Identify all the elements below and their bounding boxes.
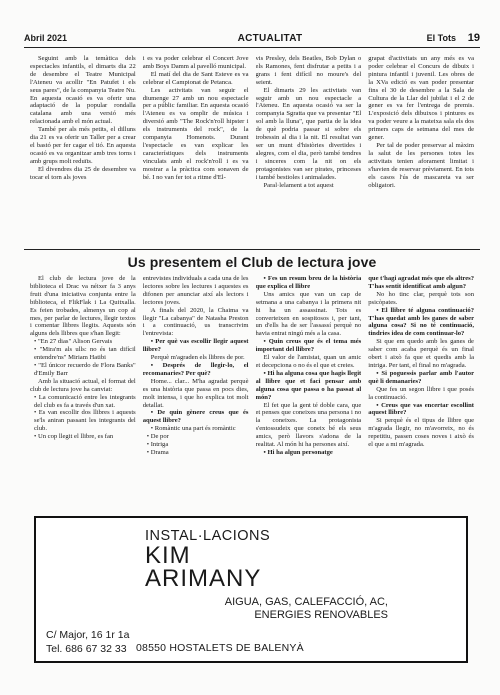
ad-services-line: ENERGIES RENOVABLES — [254, 609, 388, 621]
paragraph: Per tal de poder preservar al màxim la salut de les persones totes les activitats tenien aforament limitat i s'havien de reservar prèviament. En tots els casos l'ús de mascareta va ser obligatori. — [368, 141, 474, 189]
section-divider — [24, 249, 480, 250]
list-item: • La comunicació entre les integrants del club es fa a través d'un xat. — [34, 393, 136, 409]
advertisement-box — [34, 516, 468, 663]
interview-answer: Home... clar... M'ha agradat perquè es una història que passa en pocs dies, molt intensa, i que ho explica tot molt detallat. — [142, 377, 249, 409]
bottom-column-3 — [256, 275, 362, 509]
interview-answer: Que fes un segon llibre i que posés la continuació. — [368, 385, 474, 401]
page-header — [24, 31, 480, 45]
page-number: 19 — [467, 32, 480, 44]
bottom-article — [30, 275, 474, 509]
paragraph: i es va poder celebrar el Concert Jove amb Boys Damm al pavelló municipal. — [142, 55, 249, 70]
interview-question: • Després de llegir-lo, el recomanaries? Per què? — [142, 361, 249, 377]
interview-answer: Si perquè és el tipus de llibre que m'agrada llegir, no m'avorreix, no és repetitiu, passen coses noves i això és el que a mi m'agrada. — [368, 417, 474, 449]
interview-question: • Hi ha algun personatge — [263, 448, 333, 456]
interview-answer: El valor de l'amistat, quan un amic et decepciona o no és el que et creies. — [255, 354, 362, 369]
paragraph: Seguint amb la temàtica dels espectacles infantils, el dimarts dia 22 de desembre el Teatre Municipal l'Ateneu va acollir "En Patufet i els seus pares", de la companyia Teatre Nu. En aquesta ocasió es va oferir una adaptació de la popular rondalla catalana amb una versió més relacionada amb el món actual. — [30, 55, 136, 126]
list-item: • Es van escollir dos llibres i aquests se'ls aniran passant les integrants del club. — [34, 409, 136, 433]
interview-answer: Uns amics que van un cap de setmana a una cabanya i la primera nit hi ha un assassinat. Tots es converteixen en sospitosos i, per tant, un d'ells ha de ser l'assassí perquè no havia entrat ningú més a la casa. — [255, 290, 362, 338]
ad-phone: Tel. 686 67 32 33 — [46, 643, 127, 655]
ad-address: C/ Major, 16 1r 1a — [46, 629, 130, 641]
ad-company-type: INSTAL·LACIONS — [145, 528, 271, 544]
list-item: • "Mira'm als ulls: no és tan difícil entendre'ns" Miriam Hatibi — [34, 346, 136, 362]
top-column-3 — [256, 55, 362, 245]
interview-question: • Fes un resum breu de la història que explica el llibre — [255, 275, 362, 290]
bottom-column-2 — [143, 275, 249, 509]
top-column-1 — [30, 55, 136, 245]
interview-question: • El llibre té alguna continuació? T'has quedat amb les ganes de saber alguna cosa? Si no té continuació, tindries idea de com continuar-lo? — [368, 306, 474, 338]
ad-services — [36, 596, 466, 622]
top-article — [30, 55, 474, 245]
paragraph: vis Presley, dels Beatles, Bob Dylan o els Ramones, fent disfrutar a petits i a grans i fent difícil no moure's del seient. — [255, 55, 362, 86]
list-item: • Drama — [146, 448, 169, 456]
paragraph: El divendres dia 25 de desembre va tocar el torn als joves — [30, 165, 136, 181]
ad-name-line: ARIMANY — [145, 565, 262, 592]
list-item: • Un cop llegit el llibre, es fan — [34, 433, 114, 441]
paragraph: El matí del dia de Sant Esteve es va celebrar el Campionat de Petanca. — [142, 70, 249, 86]
top-column-4 — [368, 55, 474, 245]
paragraph: A finals del 2020, la Chaima va llegir "La cabanya" de Natasha Preston i a continuació, us transcrivim l'entrevista: — [142, 306, 249, 338]
paragraph: Amb la situació actual, el format del club de lectura jove ha canviat: — [30, 377, 136, 393]
ad-town: 08550 HOSTALETS DE BALENYÀ — [136, 642, 304, 654]
magazine-name: El Tots — [426, 33, 456, 43]
paragraph: entrevistes individuals a cada una de les lectores sobre les lectures i aquestes es difonen per anunciar així als lectors i lectores joves. — [142, 275, 249, 306]
interview-answer: Perquè m'agraden els llibres de por. — [150, 354, 245, 362]
genre-list — [143, 433, 249, 457]
interview-question: • Hi ha alguna cosa que hagis llegit al llibre que et faci pensar amb alguna cosa que passa o ha passat al món? — [255, 369, 362, 401]
interview-question: • Per què vas escollir llegir aquest llibre? — [142, 338, 249, 354]
paragraph: Paral·lelament a tot aquest — [263, 181, 334, 189]
section-title: ACTUALITAT — [237, 32, 303, 44]
ad-company-name — [145, 544, 261, 590]
ad-name-line: KIM — [145, 542, 191, 569]
interview-question: • Creus que vas encertar escollint aquest llibre? — [368, 401, 474, 417]
format-list — [30, 394, 136, 441]
ad-services-line: AIGUA, GAS, CALEFACCIÓ, AC, — [224, 596, 388, 608]
issue-date: Abril 2021 — [24, 33, 68, 43]
header-rule — [24, 47, 480, 48]
interview-answer: El fet que la gent té doble cara, que et penses que coneixes una persona i no la coneixes. La protagonista s'entossudeix que coneix bé els seus amics, però llavors s'adona de la realitat. Al món hi ha persones així. — [255, 401, 362, 449]
interview-question: • Si poguessis parlar amb l'autor què li demanaries? — [368, 369, 474, 385]
interview-answer: No ho tinc clar, perquè tots son psicòpates. — [368, 290, 474, 306]
paragraph: Les activitats van seguir el diumenge 27 amb un nou espectacle per a públic familiar. En aquesta ocasió l'Ateneu es va omplir de música i diversió amb "The Rock'n'roll hipster i els instruments del rock", de la companyia Homenots. Durant l'espectacle es van explicar les característiques dels instruments vinculats amb el rock'n'roll i es va mostrar a la pràctica com sonaven de bé. I no van fer tot a ritme d'El- — [142, 86, 249, 181]
paragraph: També per als més petits, el dilluns dia 21 es va oferir un Taller per a crear el bastó per fer cagar el tió. En aquesta ocasió es va organitzar amb tres torns i amb grups molt reduïts. — [30, 126, 136, 165]
interview-question: • Quin creus que és el tema més important del llibre? — [255, 338, 362, 354]
ad-contact — [46, 628, 129, 656]
bottom-column-4 — [368, 275, 474, 509]
list-item: • "En 27 dias" Alison Gervais — [34, 338, 113, 346]
paragraph: El club de lectura jove de la biblioteca el Drac va néixer fa 3 anys fruit d'una iniciativa conjunta entre la biblioteca, el FlikFlak i La Quitxalla. Es feien trobades, almenys un cop al mes, per parlar de lectures, llegir textos i comentar llibres llegits. Aquests són alguns dels llibres que s'han llegit: — [30, 275, 136, 338]
interview-answer: Si que em quedo amb les ganes de saber com acaba perquè és un final obert i això fa que et quedis amb la intriga. Per tant, el final no m'agrada. — [368, 338, 474, 369]
paragraph: El dimarts 29 les activitats van seguir amb un nou espectacle a l'Ateneu. En aquesta ocasió va ser la companyia Sgratta que va presentar "El sol amb la lluna", que partia de la idea de què podria passar si sobre els trobessin al dia i la nit. El resultat van ser un munt d'històries divertides i alegres, com el dia, però també tendres i sinceres com la nit on els protagonistes van ser pirates, princeses i també bestioles i animalades. — [255, 86, 362, 181]
book-list — [30, 338, 136, 378]
interview-answer: • Romàntic una part és romàntic — [150, 425, 236, 433]
bottom-column-1 — [30, 275, 136, 509]
interview-question: • De quin gènere creus que és aquest llibre? — [142, 409, 249, 425]
top-column-2 — [143, 55, 249, 245]
interview-question: que t'hagi agradat més que els altres? T'has sentit identificat amb algun? — [368, 275, 474, 290]
article-headline: Us presentem el Club de lectura jove — [127, 254, 377, 270]
list-item: • "El únicor recuerdo de Flora Banks" d'Emily Barr — [34, 361, 136, 377]
paragraph: grapat d'activitats un any més es va poder celebrar el Concurs de dibuix i pintura infantil i juvenil. Les obres de la XVa edició es van poder presentar fins el 30 de desembre a la Sala de Cultura de la Llar del jubilat i el 2 de gener es va fer l'entrega de premis. L'exposició dels dibuixos i pintures es va poder veure a la mateixa sala els dos primers caps de setmana del mes de gener. — [368, 55, 474, 142]
list-item: • Intriga — [146, 441, 169, 449]
list-item: • De por — [146, 433, 169, 441]
